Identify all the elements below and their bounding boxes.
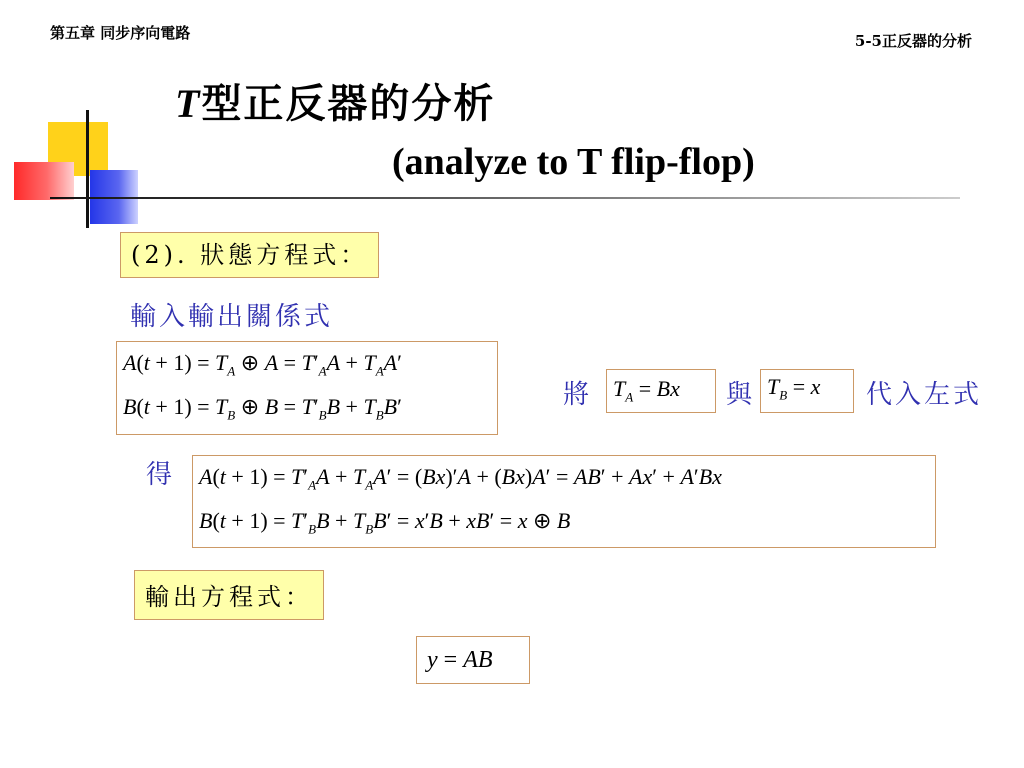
- state-equation-heading: (2). 狀態方程式：: [120, 232, 379, 278]
- title-italic-t: T: [175, 81, 202, 126]
- chapter-header: 第五章 同步序向電路: [50, 24, 191, 42]
- title-text: 型正反器的分析: [201, 80, 496, 127]
- substitute-prefix: 將: [563, 380, 593, 410]
- substitute-expr-ta: $T_A = Bx$: [606, 369, 716, 413]
- section-header: 5-5正反器的分析: [854, 32, 972, 50]
- io-relation-label: 輸入輸出關係式: [130, 302, 334, 332]
- title-underline: [50, 197, 960, 199]
- equation-block-1: [116, 341, 498, 435]
- substitute-mid: 與: [726, 380, 756, 410]
- equation-a-result: $A(t + 1) = T'_AA + T_AA' = (Bx)'A + (Bx)A' = AB' + Ax' + A'Bx$: [199, 464, 722, 493]
- slide-subtitle: (analyze to T flip-flop): [392, 141, 755, 183]
- substitute-expr-tb: $T_B = x$: [760, 369, 854, 413]
- substitute-suffix: 代入左式: [866, 380, 983, 410]
- output-equation: y = AB: [416, 636, 530, 684]
- equation-b-next: $B(t + 1) = T_B$ ⊕ $B = T'_BB + T_BB'$: [123, 394, 402, 423]
- slide-title: [175, 72, 495, 129]
- result-label: 得: [146, 460, 176, 490]
- equation-b-result: $B(t + 1) = T'_BB + T_BB' = x'B + xB' = x$ ⊕ B: [199, 508, 571, 537]
- decor-red-square: [14, 162, 74, 200]
- equation-a-next: $A(t + 1) = T_A$ ⊕ $A = T'_AA + T_AA'$: [123, 350, 402, 379]
- output-equation-heading: 輸出方程式：: [134, 570, 324, 620]
- equation-block-2: [192, 455, 936, 548]
- decor-vertical-line: [86, 110, 89, 228]
